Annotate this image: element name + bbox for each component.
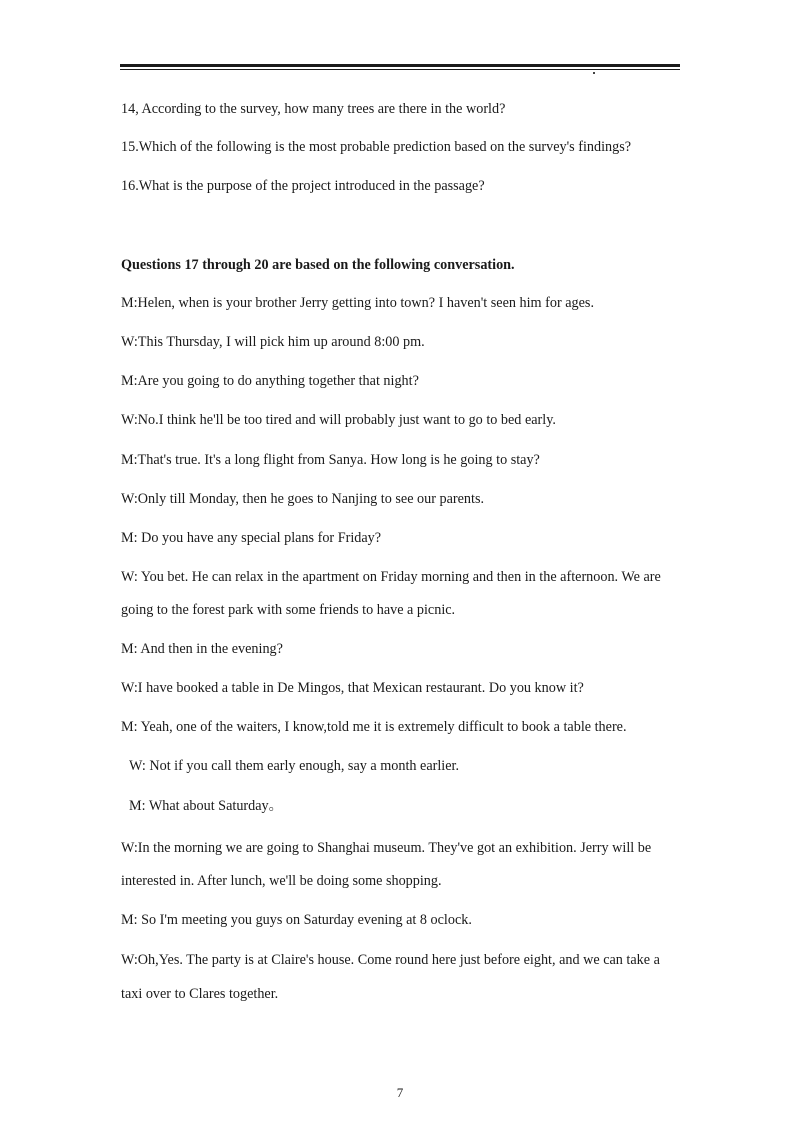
question-14: 14, According to the survey, how many trees are there in the world? bbox=[121, 101, 506, 117]
dialogue-line: W: Not if you call them early enough, say a month earlier. bbox=[129, 758, 460, 774]
dialogue-line: W:Oh,Yes. The party is at Claire's house. Come round here just before eight, and we can take a bbox=[121, 952, 660, 968]
header-rule bbox=[120, 64, 680, 67]
dialogue-line: taxi over to Clares together. bbox=[121, 986, 279, 1002]
dialogue-line: M:Helen, when is your brother Jerry getting into town? I haven't seen him for ages. bbox=[121, 295, 594, 311]
dialogue-line: M: Yeah, one of the waiters, I know,told me it is extremely difficult to book a table there. bbox=[121, 719, 627, 735]
question-16: 16.What is the purpose of the project introduced in the passage? bbox=[121, 178, 485, 194]
dialogue-line: going to the forest park with some friends to have a picnic. bbox=[121, 602, 456, 618]
dialogue-line: M:That's true. It's a long flight from Sanya. How long is he going to stay? bbox=[121, 452, 540, 468]
dialogue-line: M: Do you have any special plans for Friday? bbox=[121, 530, 382, 546]
question-15: 15.Which of the following is the most probable prediction based on the survey's findings? bbox=[121, 139, 632, 155]
dialogue-line: W:I have booked a table in De Mingos, that Mexican restaurant. Do you know it? bbox=[121, 680, 584, 696]
dialogue-line: W: You bet. He can relax in the apartment on Friday morning and then in the afternoon. We are bbox=[121, 569, 661, 585]
dialogue-line: M: And then in the evening? bbox=[121, 641, 283, 657]
dialogue-line: W:This Thursday, I will pick him up around 8:00 pm. bbox=[121, 334, 425, 350]
dialogue-line: W:Only till Monday, then he goes to Nanjing to see our parents. bbox=[121, 491, 485, 507]
dialogue-line: W:In the morning we are going to Shanghai museum. They've got an exhibition. Jerry will be bbox=[121, 840, 652, 856]
section-heading: Questions 17 through 20 are based on the following conversation. bbox=[121, 257, 515, 273]
header-dot bbox=[593, 72, 595, 74]
page-number: 7 bbox=[396, 1085, 404, 1100]
dialogue-line: M: What about Saturday。 bbox=[129, 798, 283, 814]
dialogue-line: M: So I'm meeting you guys on Saturday evening at 8 oclock. bbox=[121, 912, 472, 928]
dialogue-line: M:Are you going to do anything together that night? bbox=[121, 373, 419, 389]
header-rule-thin bbox=[120, 69, 680, 70]
dialogue-line: interested in. After lunch, we'll be doing some shopping. bbox=[121, 873, 442, 889]
dialogue-line: W:No.I think he'll be too tired and will probably just want to go to bed early. bbox=[121, 412, 556, 428]
